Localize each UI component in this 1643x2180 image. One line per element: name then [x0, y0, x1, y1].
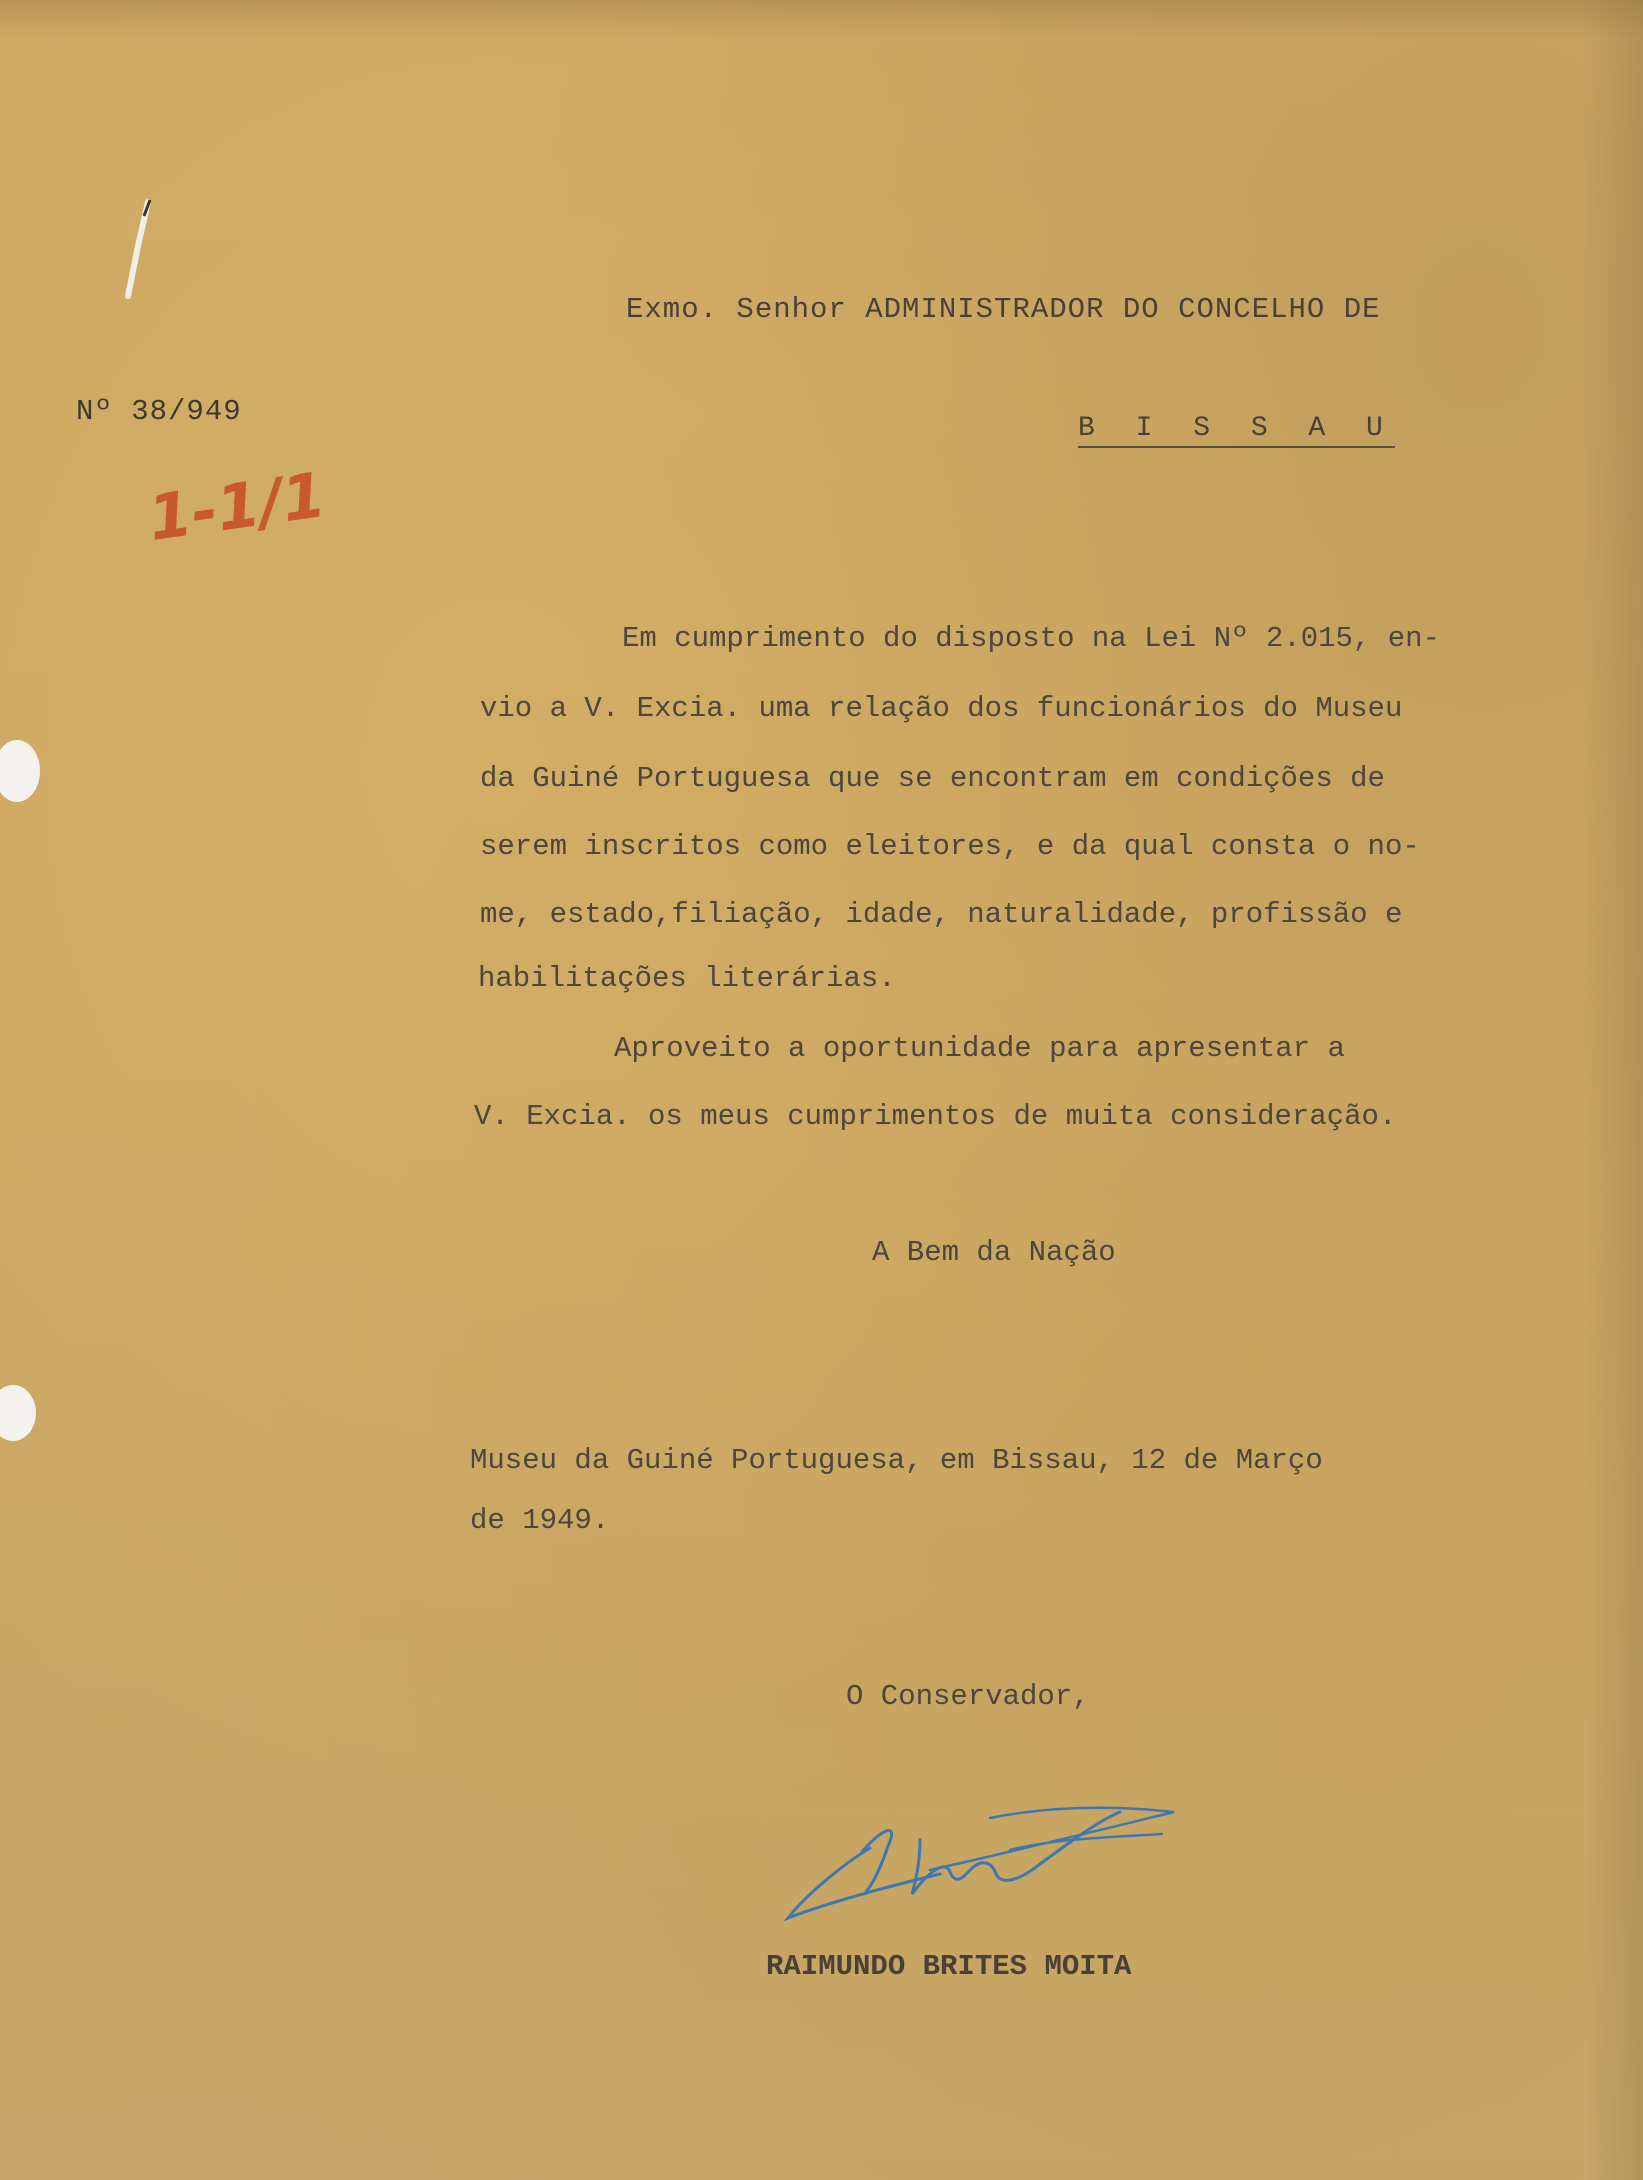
addressee-city: B I S S A U: [1078, 413, 1395, 448]
paper-right-edge-shadow: [1583, 0, 1643, 2180]
pencil-stroke-icon: [108, 196, 158, 306]
body-line: vio a V. Excia. uma relação dos funcionários do Museu: [480, 692, 1403, 725]
punch-hole-bottom: [0, 1385, 36, 1441]
salutation: A Bem da Nação: [872, 1236, 1116, 1269]
place-date-line: Museu da Guiné Portuguesa, em Bissau, 12 de Março: [470, 1444, 1323, 1477]
paper-top-shadow: [0, 0, 1643, 40]
red-pencil-mark: 1-1/1: [143, 457, 331, 556]
place-date-line: de 1949.: [470, 1504, 610, 1537]
punch-hole-top: [0, 740, 40, 802]
reference-number: Nº 38/949: [76, 395, 242, 428]
signatory-name: RAIMUNDO BRITES MOITA: [766, 1950, 1132, 1983]
signature-icon: [770, 1790, 1190, 1930]
body-line: me, estado,filiação, idade, naturalidade, profissão e: [480, 898, 1403, 931]
body-line: habilitações literárias.: [478, 962, 896, 995]
closing-line: V. Excia. os meus cumprimentos de muita consideração.: [474, 1100, 1397, 1133]
body-line: Em cumprimento do disposto na Lei Nº 2.015, en-: [622, 622, 1440, 655]
body-line: serem inscritos como eleitores, e da qual consta o no-: [480, 830, 1420, 863]
closing-line: Aproveito a oportunidade para apresentar a: [614, 1032, 1345, 1065]
signatory-title: O Conservador,: [846, 1680, 1090, 1713]
addressee-line: Exmo. Senhor ADMINISTRADOR DO CONCELHO DE: [626, 293, 1381, 326]
body-line: da Guiné Portuguesa que se encontram em condições de: [480, 762, 1385, 795]
